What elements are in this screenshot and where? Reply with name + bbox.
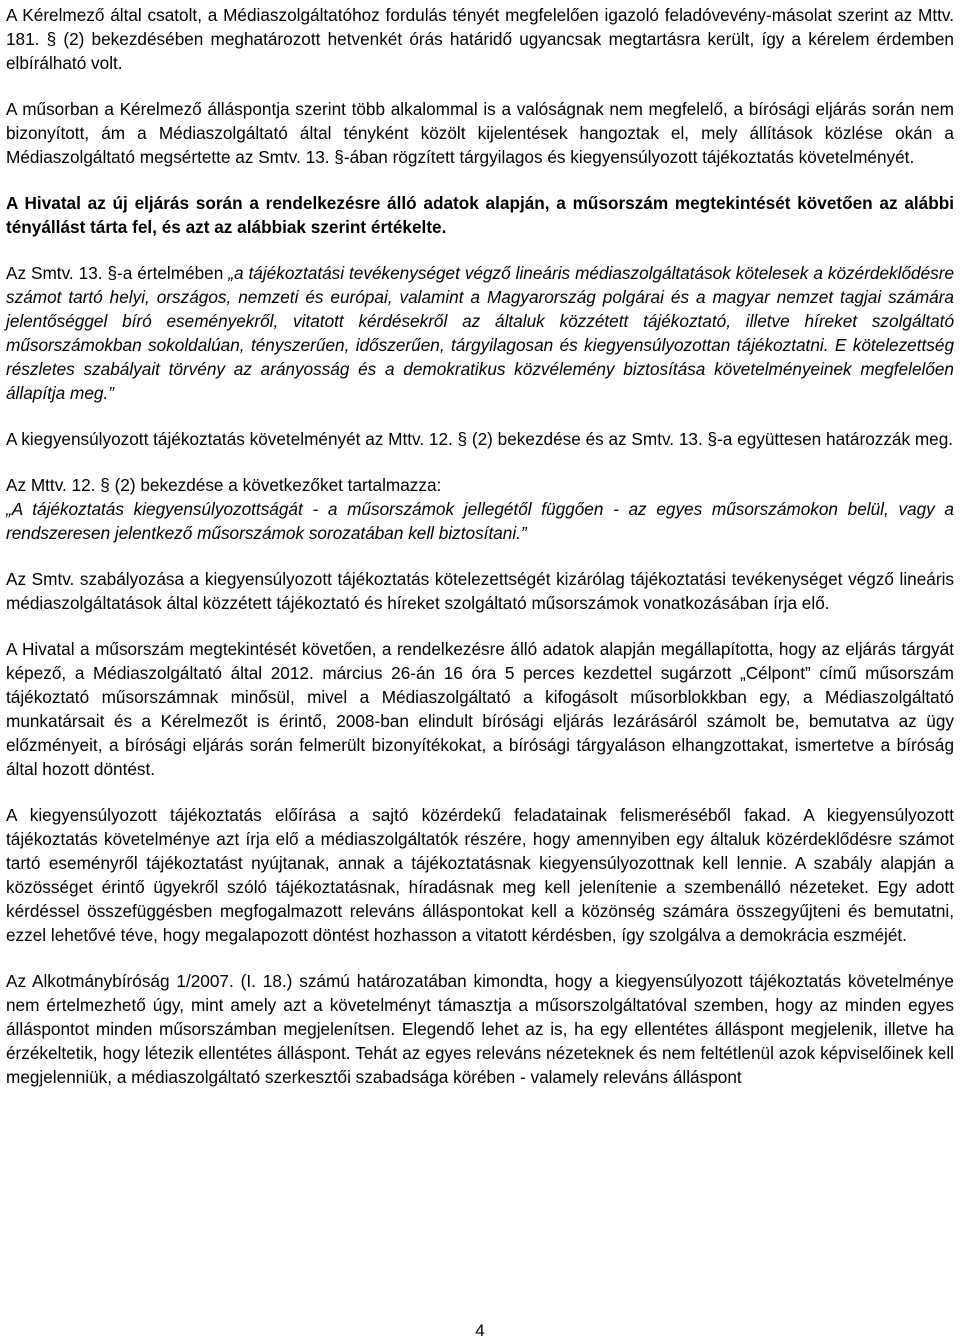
paragraph-mttv-12-quote: [6, 473, 954, 545]
mttv-12-quote: „A tájékoztatás kiegyensúlyozottságát - a műsorszámok jellegétől függően - az egyes műsorszámokon belül, vagy a rendszeresen jelentkező műsorszámok sorozatában kell biztosítani.”: [6, 499, 954, 543]
paragraph-balanced-info-rationale: A kiegyensúlyozott tájékoztatás előírása a sajtó közérdekű feladatainak felismeréséből fakad. A kiegyensúlyozott tájékoztatás követelménye azt írja elő a médiaszolgáltatók részére, hogy amennyiben egy általuk közérdeklődésre számot tartó eseményről tájékoztatást nyújtanak, annak a tájékoztatásnak kiegyensúlyozottnak kell lennie. A szabály alapján a közösséget érintő ügyekről szóló tájékoztatásnak, híradásnak meg kell jelenítenie a szembenálló nézeteket. Egy adott kérdéssel összefüggésben megfogalmazott releváns álláspontokat kell a közönség számára összegyűjteni és bemutatni, ezzel lehetővé téve, hogy megalapozott döntést hozhasson a vitatott kérdésben, így szolgálva a demokrácia eszméjét.: [6, 805, 954, 945]
paragraph-balanced-info-definition: A kiegyensúlyozott tájékoztatás követelményét az Mttv. 12. § (2) bekezdése és az Smtv. 13. §-a együttesen határozzák meg.: [6, 429, 954, 449]
smtv-13-quote: „a tájékoztatási tevékenységet végző lineáris médiaszolgáltatások kötelesek a közérdeklődésre számot tartó helyi, országos, nemzeti és európai, valamint a Magyarország polgárai és a magyar nemzet tagjai számára jelentőséggel bíró eseményekről, vitatott kérdésekről az általuk közzétett tájékoztató, illetve híreket szolgáltató műsorszámokban sokoldalúan, tényszerűen, időszerűen, tárgyilagosan és kiegyensúlyozottan tájékoztatni. E kötelezettség részletes szabályait törvény az arányosság és a demokratikus közvélemény biztosítása követelményeinek megfelelően állapítja meg.”: [6, 263, 955, 403]
page-number: 4: [475, 1321, 485, 1340]
paragraph-deadline-compliance: A Kérelmező által csatolt, a Médiaszolgáltatóhoz fordulás tényét megfelelően igazoló feladóvevény-másolat szerint az Mttv. 181. § (2) bekezdésében meghatározott hetvenkét órás határidő ugyancsak megtartásra került, így a kérelem érdemben elbírálható volt.: [6, 5, 954, 73]
paragraph-authority-findings: A Hivatal az új eljárás során a rendelkezésre álló adatok alapján, a műsorszám megtekintését követően az alábbi tényállást tárta fel, és azt az alábbiak szerint értékelte.: [6, 193, 954, 237]
mttv-12-lead: Az Mttv. 12. § (2) bekezdése a következőket tartalmazza:: [6, 475, 442, 495]
document-page: [0, 3, 960, 1089]
smtv-13-lead: Az Smtv. 13. §-a értelmében: [6, 263, 229, 283]
paragraph-applicant-position: A műsorban a Kérelmező álláspontja szerint több alkalommal is a valóságnak nem megfelelő, a bírósági eljárás során nem bizonyított, ám a Médiaszolgáltató által tényként közölt kijelentések hangoztak el, mely állítások közlése okán a Médiaszolgáltató megsértette az Smtv. 13. §-ában rögzített tárgyilagos és kiegyensúlyozott tájékoztatás követelményét.: [6, 99, 954, 167]
paragraph-constitutional-court: Az Alkotmánybíróság 1/2007. (I. 18.) számú határozatában kimondta, hogy a kiegyensúlyozott tájékoztatás követelménye nem értelmezhető úgy, mint amely azt a követelményt támasztja a műsorszolgáltatóval szemben, hogy az minden egyes álláspontot minden műsorszámban megjelenítsen. Elegendő lehet az is, ha egy ellentétes álláspont megjelenik, illetve ha érzékeltetik, hogy létezik ellentétes álláspont. Tehát az egyes releváns nézeteknek és nem feltétlenül azok képviselőinek kell megjelenniük, a médiaszolgáltató szerkesztői szabadsága körében - valamely releváns álláspont: [6, 971, 954, 1087]
paragraph-smtv-13-quote: [6, 261, 954, 405]
paragraph-smtv-scope: Az Smtv. szabályozása a kiegyensúlyozott tájékoztatás kötelezettségét kizárólag tájékoztatási tevékenységet végző lineáris médiaszolgáltatások által közzétett tájékoztató és híreket szolgáltató műsorszámok vonatkozásában írja elő.: [6, 569, 954, 613]
paragraph-programme-classification: A Hivatal a műsorszám megtekintését követően, a rendelkezésre álló adatok alapján megállapította, hogy az eljárás tárgyát képező, a Médiaszolgáltató által 2012. március 26-án 16 óra 5 perces kezdettel sugárzott „Célpont” című műsorszám tájékoztató műsorszámnak minősül, mivel a Médiaszolgáltató a kifogásolt műsorblokkban egy, a Médiaszolgáltató munkatársait és a Kérelmezőt is érintő, 2008-ban elindult bírósági eljárás lezárásáról számolt be, bemutatva az ügy előzményeit, a bírósági eljárás során felmerült bizonyítékokat, a bírósági tárgyaláson elhangzottakat, ismertetve a bíróság által hozott döntést.: [6, 639, 954, 779]
